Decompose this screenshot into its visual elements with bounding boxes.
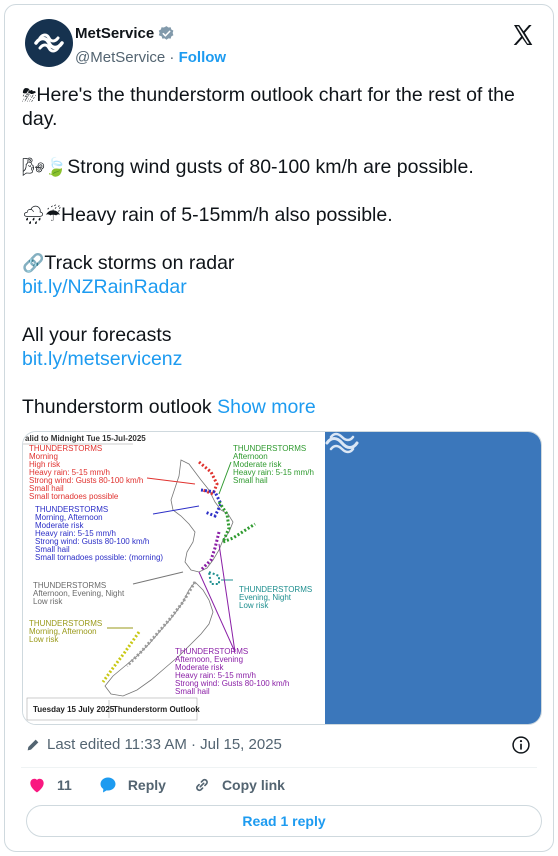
thunderstorm-outlook-image[interactable] <box>22 431 542 725</box>
map-header: alid to Midnight Tue 15-Jul-2025 <box>25 434 146 443</box>
link-emoji-icon: 🔗 <box>22 253 45 273</box>
svg-text:Small hail: Small hail <box>175 687 210 696</box>
svg-text:High risk: High risk <box>29 460 61 469</box>
post-text <box>22 83 532 443</box>
post-line-6: Thunderstorm outlook <box>22 396 212 418</box>
image-blue-panel <box>325 432 542 725</box>
svg-text:Strong wind: Gusts 80-100 km/h: Strong wind: Gusts 80-100 km/h <box>35 537 150 546</box>
account-name[interactable] <box>75 25 175 42</box>
svg-text:Small hail: Small hail <box>29 484 64 493</box>
rain-emoji-icon: 🌧☔ <box>22 205 61 225</box>
svg-text:Moderate risk: Moderate risk <box>233 460 282 469</box>
avatar[interactable] <box>25 19 73 67</box>
reply-label: Reply <box>127 777 166 793</box>
pencil-icon <box>25 737 41 753</box>
svg-text:Afternoon: Afternoon <box>233 452 268 461</box>
copy-link-label: Copy link <box>221 777 285 793</box>
x-logo-icon[interactable] <box>511 23 535 47</box>
svg-text:Heavy rain: 5-15 mm/h: Heavy rain: 5-15 mm/h <box>35 529 116 538</box>
post-line-1: Here's the thunderstorm outlook chart for the rest of the day. <box>22 84 515 130</box>
edited-timestamp: Last edited 11:33 AM · Jul 15, 2025 <box>47 736 282 753</box>
handle-separator: · <box>169 49 175 66</box>
show-more-link[interactable]: Show more <box>217 396 316 418</box>
svg-text:Heavy rain: 5-15 mm/h: Heavy rain: 5-15 mm/h <box>175 671 256 680</box>
svg-text:Small hail: Small hail <box>35 545 70 554</box>
svg-text:Heavy rain: 5-15 mm/h: Heavy rain: 5-15 mm/h <box>233 468 314 477</box>
svg-text:THUNDERSTORMS: THUNDERSTORMS <box>239 585 313 594</box>
forecasts-link[interactable]: bit.ly/metservicenz <box>22 348 183 370</box>
info-icon[interactable] <box>511 735 531 755</box>
svg-text:Morning, Afternoon: Morning, Afternoon <box>29 627 97 636</box>
svg-text:Moderate risk: Moderate risk <box>175 663 224 672</box>
post-line-4: Track storms on radar <box>44 252 235 274</box>
reply-button[interactable] <box>98 775 166 795</box>
svg-text:Small tornadoes possible: (mor: Small tornadoes possible: (morning) <box>35 553 164 562</box>
svg-text:Small tornadoes possible: Small tornadoes possible <box>29 492 119 501</box>
like-count: 11 <box>57 777 72 793</box>
post-line-5: All your forecasts <box>22 324 172 346</box>
verified-badge-icon <box>158 25 175 42</box>
reply-bubble-icon <box>98 775 118 795</box>
action-bar <box>27 775 311 795</box>
svg-text:Afternoon, Evening: Afternoon, Evening <box>175 655 244 664</box>
svg-text:Low risk: Low risk <box>29 635 59 644</box>
svg-text:THUNDERSTORMS: THUNDERSTORMS <box>29 619 103 628</box>
svg-text:THUNDERSTORMS: THUNDERSTORMS <box>33 581 107 590</box>
svg-text:THUNDERSTORMS: THUNDERSTORMS <box>233 444 307 453</box>
account-name-text: MetService <box>75 25 155 42</box>
handle-text: @MetService <box>75 49 166 66</box>
metservice-logo-icon <box>31 25 67 61</box>
svg-text:Morning: Morning <box>29 452 58 461</box>
read-reply-button[interactable]: Read 1 reply <box>26 805 542 837</box>
radar-link[interactable]: bit.ly/NZRainRadar <box>22 276 187 298</box>
metservice-watermark-icon <box>325 432 359 454</box>
heart-icon <box>27 775 47 795</box>
wind-emoji-icon: 🌬🍃 <box>22 157 68 177</box>
map-footer-date: Tuesday 15 July 2025 <box>33 705 115 714</box>
edit-info[interactable] <box>25 736 282 753</box>
svg-text:THUNDERSTORMS: THUNDERSTORMS <box>29 444 103 453</box>
account-handle <box>75 49 226 66</box>
svg-text:Small hail: Small hail <box>233 476 268 485</box>
svg-text:Afternoon, Evening, Night: Afternoon, Evening, Night <box>33 589 125 598</box>
post-line-2: Strong wind gusts of 80-100 km/h are possible. <box>67 156 474 178</box>
svg-text:THUNDERSTORMS: THUNDERSTORMS <box>175 647 249 656</box>
map-footer-title: Thunderstorm Outlook <box>113 705 200 714</box>
copy-link-button[interactable] <box>192 775 285 795</box>
follow-button[interactable]: Follow <box>178 49 227 66</box>
like-button[interactable] <box>27 775 72 795</box>
svg-text:Morning, Afternoon: Morning, Afternoon <box>35 513 103 522</box>
divider <box>21 767 537 768</box>
svg-text:Strong wind: Gusts 80-100 km/h: Strong wind: Gusts 80-100 km/h <box>29 476 144 485</box>
thunderstorm-emoji-icon: ⛈ <box>22 85 37 105</box>
svg-text:Heavy rain: 5-15 mm/h: Heavy rain: 5-15 mm/h <box>29 468 110 477</box>
svg-text:Low risk: Low risk <box>33 597 63 606</box>
svg-text:Evening, Night: Evening, Night <box>239 593 292 602</box>
post-line-3: Heavy rain of 5-15mm/h also possible. <box>61 204 393 226</box>
post-card <box>4 4 554 852</box>
svg-text:THUNDERSTORMS: THUNDERSTORMS <box>35 505 109 514</box>
svg-text:Low risk: Low risk <box>239 601 269 610</box>
svg-text:Moderate risk: Moderate risk <box>35 521 84 530</box>
svg-text:Strong wind: Gusts 80-100 km/h: Strong wind: Gusts 80-100 km/h <box>175 679 290 688</box>
link-icon <box>192 775 212 795</box>
outlook-map <box>23 432 325 725</box>
